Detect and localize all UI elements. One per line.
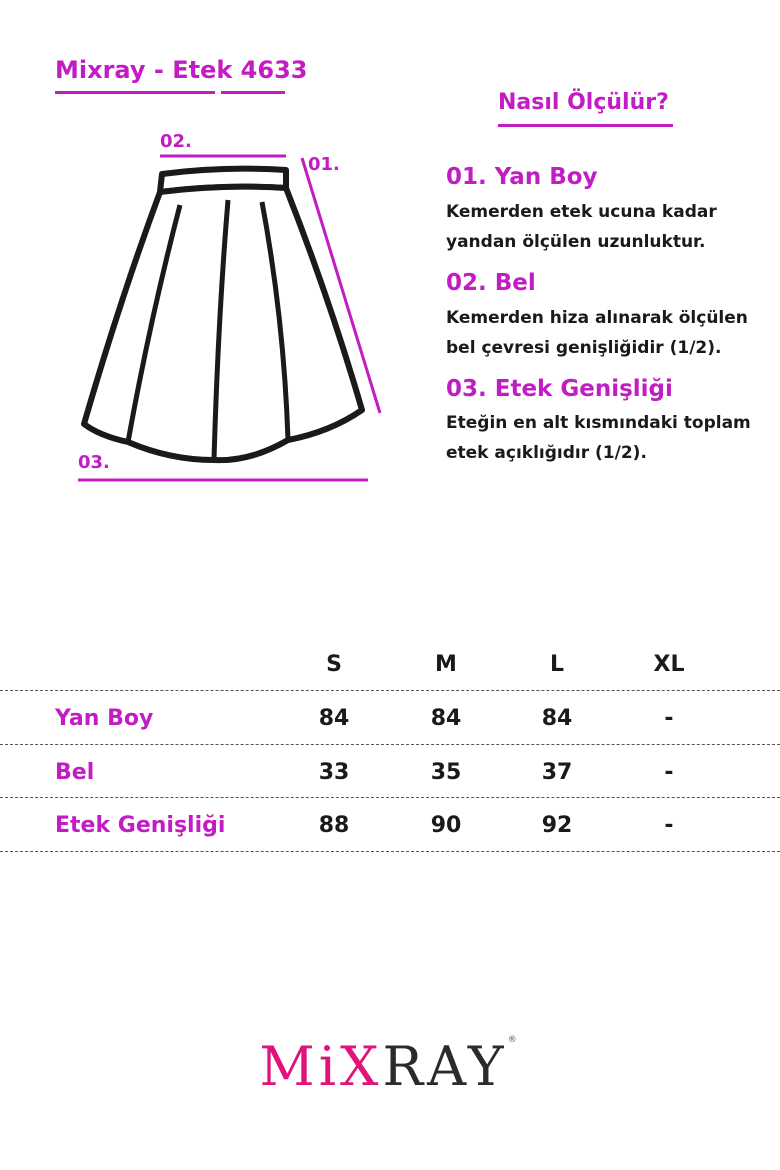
table-cell: 84 [430, 706, 462, 731]
table-cell: 92 [541, 813, 573, 838]
section-heading-length: 01. Yan Boy [446, 164, 598, 190]
section-heading-waist: 02. Bel [446, 270, 536, 296]
section-text-length-line2: yandan ölçülen uzunluktur. [446, 232, 706, 252]
table-cell: 84 [318, 706, 350, 731]
section-text-hem-line1: Eteğin en alt kısmındaki toplam [446, 413, 751, 433]
skirt-diagram [0, 0, 420, 500]
size-header-xl: XL [653, 652, 685, 677]
row-label-length: Yan Boy [55, 706, 154, 731]
title-model-number: 4633 [240, 56, 308, 84]
table-cell: 37 [541, 760, 573, 785]
section-text-hem-line2: etek açıklığıdır (1/2). [446, 443, 647, 463]
table-cell: 88 [318, 813, 350, 838]
row-label-waist: Bel [55, 760, 95, 785]
how-to-measure-title: Nasıl Ölçülür? [498, 90, 669, 115]
table-divider [0, 690, 780, 691]
row-label-hem: Etek Genişliği [55, 813, 226, 838]
table-divider [0, 797, 780, 798]
section-text-waist [446, 303, 776, 363]
table-divider [0, 744, 780, 745]
table-cell: 35 [430, 760, 462, 785]
section-text-waist-line1: Kemerden hiza alınarak ölçülen [446, 308, 748, 328]
logo-part-mi: Mi [259, 1035, 340, 1098]
table-divider [0, 851, 780, 852]
section-text-length [446, 197, 776, 257]
how-to-measure-underline [498, 124, 673, 127]
logo-part-x: X [339, 1035, 383, 1098]
label-03: 03. [78, 452, 110, 473]
size-header-m: M [435, 652, 457, 677]
table-cell: 84 [541, 706, 573, 731]
size-header-s: S [326, 652, 342, 677]
section-heading-hem: 03. Etek Genişliği [446, 376, 673, 402]
table-cell: - [664, 760, 674, 785]
skirt-body [84, 187, 362, 461]
brand-logo [0, 1035, 780, 1098]
logo-part-ray: RAY [382, 1035, 508, 1098]
section-text-hem [446, 408, 776, 468]
table-cell: 33 [318, 760, 350, 785]
label-02: 02. [160, 131, 192, 152]
size-header-l: L [549, 652, 565, 677]
registered-mark: ® [507, 1035, 521, 1045]
table-cell: - [664, 706, 674, 731]
section-text-waist-line2: bel çevresi genişliğidir (1/2). [446, 338, 722, 358]
label-01: 01. [308, 154, 340, 175]
title-brand-name: Mixray - Etek [55, 56, 233, 84]
section-text-length-line1: Kemerden etek ucuna kadar [446, 202, 717, 222]
table-cell: 90 [430, 813, 462, 838]
table-cell: - [664, 813, 674, 838]
